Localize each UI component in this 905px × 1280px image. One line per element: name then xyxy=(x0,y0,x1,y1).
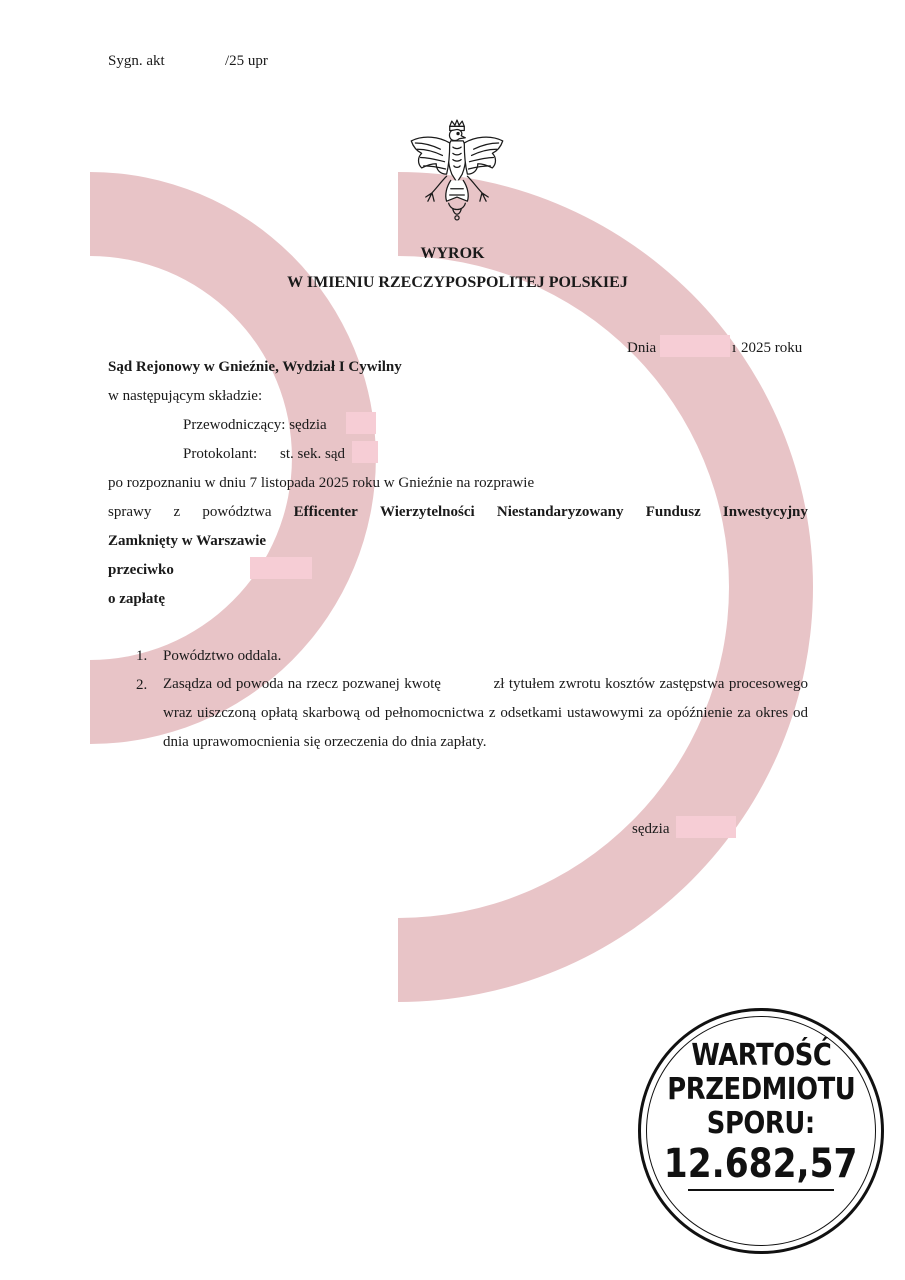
polish-eagle-emblem-icon xyxy=(405,118,509,222)
clerk-title: st. sek. sąd xyxy=(280,446,345,462)
court-name: Sąd Rejonowy w Gnieźnie, Wydział I Cywilny xyxy=(108,359,402,375)
stamp-line-1: WARTOŚĆ xyxy=(690,1038,832,1073)
redacted-chair-name xyxy=(346,412,376,434)
case-signature-label: Sygn. akt xyxy=(108,53,165,69)
stamp-value: 12.682,57 xyxy=(664,1141,858,1187)
redacted-date xyxy=(660,335,730,357)
plaintiff-word: Niestandaryzowany xyxy=(496,504,624,520)
case-subject: o zapłatę xyxy=(108,591,166,607)
against-label: przeciwko xyxy=(108,562,174,578)
watermark-arc-right xyxy=(398,172,813,1002)
case-signature-suffix: /25 upr xyxy=(225,53,268,69)
date-partial-char: ı xyxy=(732,340,737,356)
redacted-clerk-name xyxy=(352,441,378,463)
dispute-value-stamp xyxy=(638,1008,884,1254)
case-word: powództwa xyxy=(202,504,272,520)
plaintiff-word: Inwestycyjny xyxy=(722,504,808,520)
case-line-1 xyxy=(108,502,808,522)
judgment-title: WYROK xyxy=(420,245,485,262)
date-suffix: 2025 roku xyxy=(741,340,803,356)
plaintiff-word: Wierzytelności xyxy=(379,504,475,520)
stamp-underline xyxy=(688,1189,834,1191)
redacted-defendant-name xyxy=(250,557,312,579)
signature-label: sędzia xyxy=(632,821,670,837)
hearing-text: po rozpoznaniu w dniu 7 listopada 2025 roku w Gnieźnie na rozprawie xyxy=(108,475,535,491)
stamp-line-2: PRZEDMIOTU xyxy=(667,1072,855,1107)
redacted-judge-name xyxy=(676,816,736,838)
case-word: z xyxy=(173,504,181,520)
composition-label: w następującym składzie: xyxy=(108,388,263,404)
stamp-line-3: SPORU: xyxy=(707,1106,815,1141)
date-prefix: Dnia xyxy=(627,340,657,356)
chair-label: Przewodniczący: sędzia xyxy=(183,417,327,433)
clerk-label: Protokolant: xyxy=(183,446,258,462)
plaintiff-word: Efficenter xyxy=(293,504,358,520)
ruling-text: Powództwo oddala. xyxy=(163,648,282,664)
ruling-number: 2. xyxy=(136,677,148,693)
ruling-number: 1. xyxy=(136,648,148,664)
judgment-subtitle: W IMIENIU RZECZYPOSPOLITEJ POLSKIEJ xyxy=(287,274,628,291)
ruling-text: Zasądza od powoda na rzecz pozwanej kwotę zł tytułem zwrotu kosztów zastępstwa procesowego wraz uiszczoną opłatą skarbową od pełnomocnictwa z odsetkami ustawowymi za opóźnienie za okres od dnia uprawomocnienia się orzeczenia do dnia zapłaty. xyxy=(163,676,808,750)
plaintiff-word: Fundusz xyxy=(645,504,701,520)
case-word: sprawy xyxy=(108,504,152,520)
plaintiff-name-line-2: Zamknięty w Warszawie xyxy=(108,533,267,549)
